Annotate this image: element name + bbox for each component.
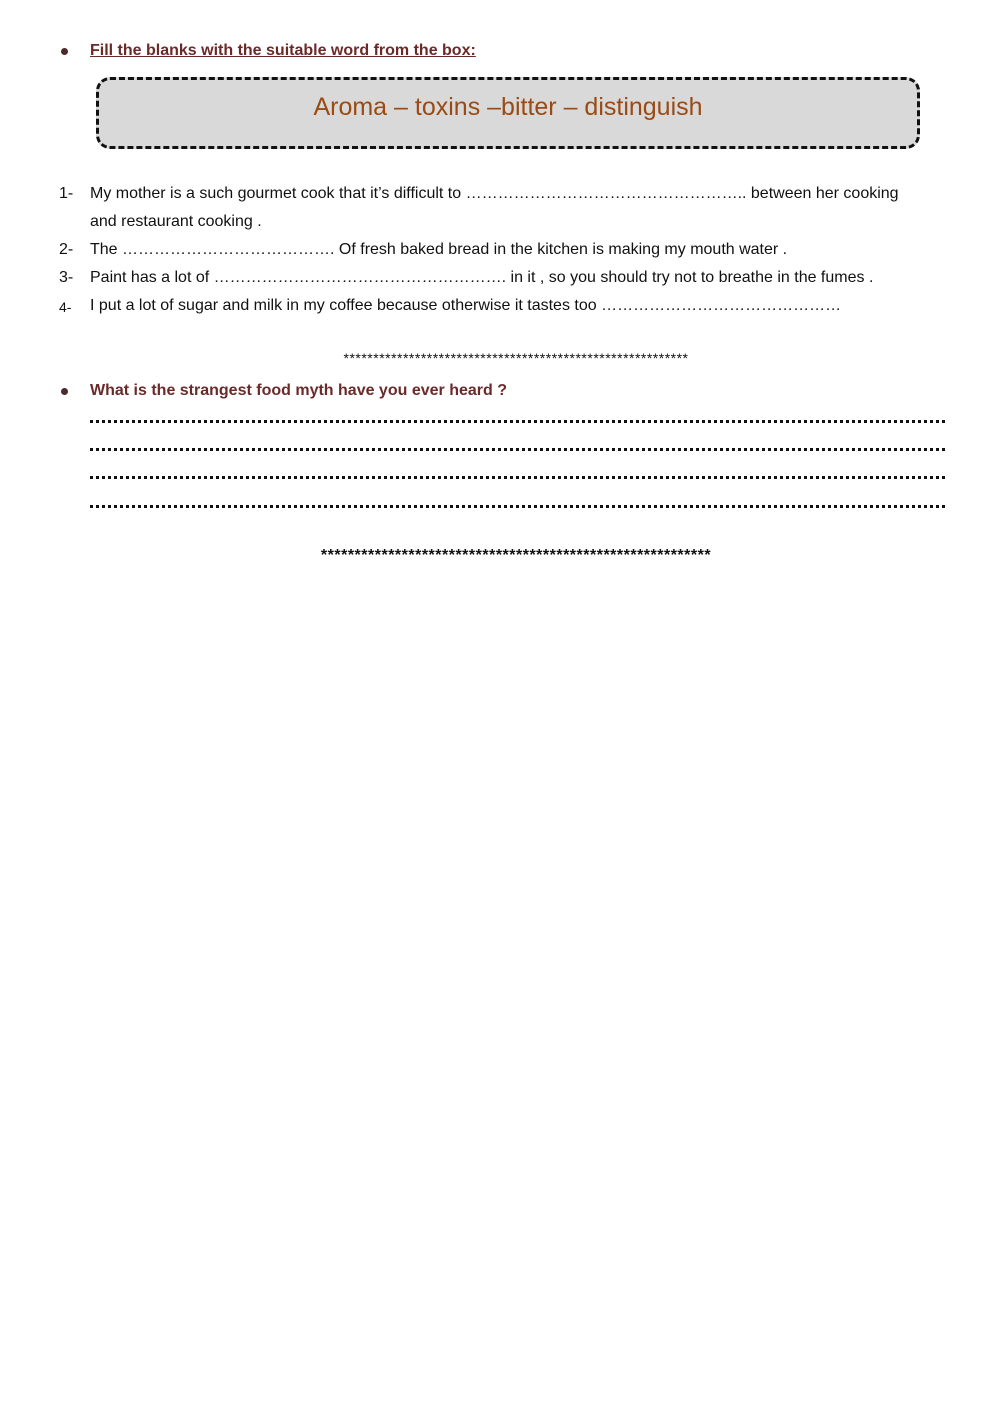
question-number-2: 2- bbox=[59, 241, 74, 258]
bullet-icon bbox=[61, 388, 68, 395]
fill-blanks-heading: Fill the blanks with the suitable word from the box: bbox=[90, 42, 476, 59]
open-question-heading: What is the strangest food myth have you ever heard ? bbox=[90, 382, 507, 399]
answer-line-4[interactable] bbox=[90, 505, 945, 508]
answer-line-2[interactable] bbox=[90, 448, 945, 451]
question-3-text: Paint has a lot of ………………………………………………. in it , so you should try not to breathe in the fumes . bbox=[90, 269, 874, 286]
word-box bbox=[96, 77, 920, 149]
question-2-text: The …………………………………. Of fresh baked bread in the kitchen is making my mouth water . bbox=[90, 241, 788, 258]
answer-line-3[interactable] bbox=[90, 476, 945, 479]
question-1-line-2: and restaurant cooking . bbox=[90, 213, 262, 230]
question-1-line-1: My mother is a such gourmet cook that it’s difficult to …………………………………………….. between her cooking bbox=[90, 185, 899, 202]
question-number-3: 3- bbox=[59, 269, 74, 286]
question-number-4: 4- bbox=[59, 299, 72, 315]
question-number-1: 1- bbox=[59, 185, 74, 202]
question-4-text: I put a lot of sugar and milk in my coffee because otherwise it tastes too ……………………………………… bbox=[90, 297, 842, 314]
word-box-words: Aroma – toxins –bitter – distinguish bbox=[313, 93, 703, 121]
bullet-icon bbox=[61, 48, 68, 55]
separator-stars: ********************************************************** bbox=[320, 547, 712, 564]
separator-stars: ********************************************************** bbox=[343, 350, 689, 366]
answer-line-1[interactable] bbox=[90, 420, 945, 423]
